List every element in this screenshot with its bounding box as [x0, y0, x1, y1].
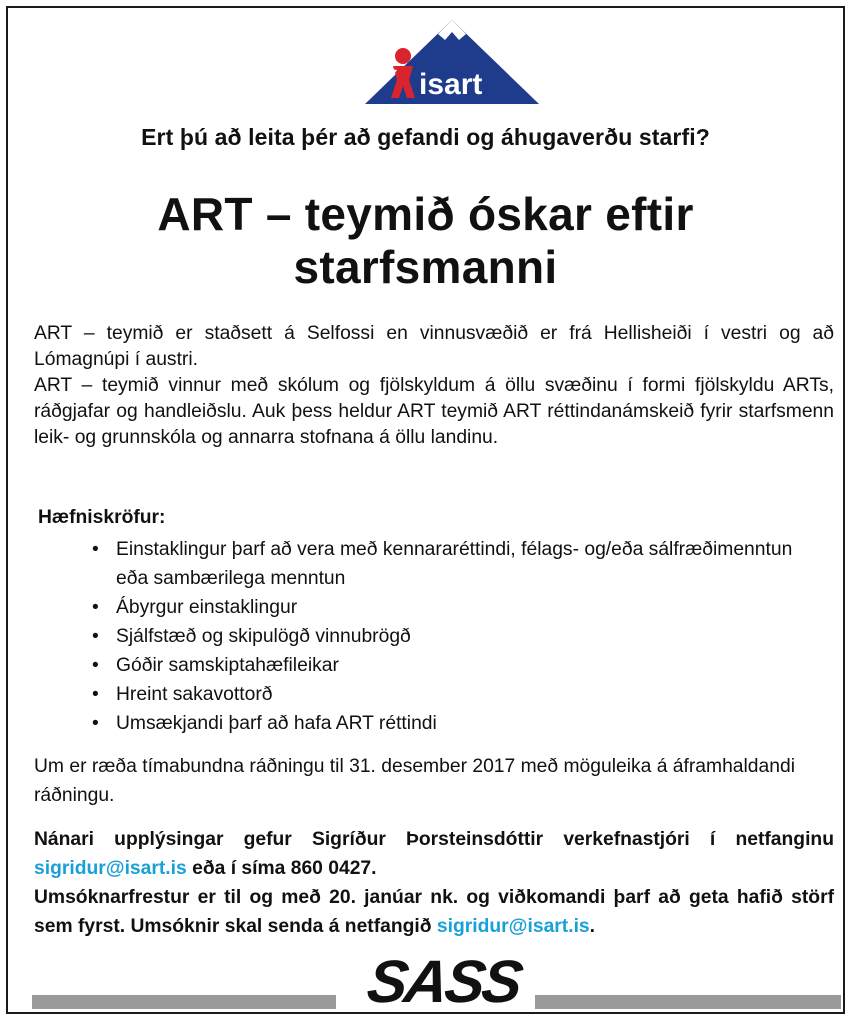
- ad-subtitle: Ert þú að leita þér að gefandi og áhugaverðu starfi?: [141, 124, 710, 150]
- footer-bar-right: [535, 995, 841, 1009]
- ad-headline: [8, 188, 843, 294]
- skills-item: • Sjálfstæð og skipulögð vinnubrögð: [92, 622, 812, 651]
- skills-heading: Hæfniskröfur:: [38, 507, 166, 528]
- intro-text: [34, 321, 834, 451]
- contact-text: [34, 825, 834, 941]
- skills-item: • Hreint sakavottorð: [92, 680, 812, 709]
- isart-logo-text: isart: [419, 68, 483, 101]
- skills-item: • Góðir samskiptahæfileikar: [92, 651, 812, 680]
- intro-paragraph-1: ART – teymið er staðsett á Selfossi en vinnusvæðið er frá Hellisheiði í vestri og að Lómagnúpi í austri.: [34, 323, 834, 370]
- employment-text: Um er ræða tímabundna ráðningu til 31. desember 2017 með möguleika á áframhaldandi ráðningu.: [34, 756, 795, 806]
- headline-line-2: starfsmanni: [293, 241, 558, 293]
- email-link[interactable]: sigridur@isart.is: [34, 858, 187, 879]
- ad-frame: [6, 6, 845, 1014]
- skills-item: • Einstaklingur þarf að vera með kennararéttindi, félags- og/eða sálfræðimenntun eða sambærilega menntun: [92, 535, 812, 593]
- skills-item: • Ábyrgur einstaklingur: [92, 593, 812, 622]
- contact-paragraph-1: Nánari upplýsingar gefur Sigríður Þorsteinsdóttir verkefnastjóri í netfanginu sigridur@isart.is eða í síma 860 0427.: [34, 829, 834, 879]
- email-link-2[interactable]: sigridur@isart.is: [436, 916, 590, 937]
- footer-bar-left: [32, 995, 336, 1009]
- skills-list: [92, 535, 812, 738]
- phone-number: 860 0427: [290, 858, 372, 879]
- contact-paragraph-2: Umsóknarfrestur er til og með 20. janúar nk. og viðkomandi þarf að geta hafið störf sem fyrst. Umsóknir skal senda á netfangið sigridur@isart.is.: [34, 887, 834, 937]
- skills-item: • Umsækjandi þarf að hafa ART réttindi: [92, 709, 812, 738]
- sass-logo-text: SASS: [363, 952, 525, 1012]
- sass-logo: [358, 952, 530, 1012]
- intro-paragraph-2: ART – teymið vinnur með skólum og fjölskyldum á öllu svæðinu í formi fjölskyldu ARTs, ráðgjafar og handleiðslu. Auk þess heldur ART teymið ART réttindanámskeið fyrir starfsmenn leik- og grunnskóla og annarra stofnana á öllu landinu.: [34, 375, 834, 448]
- isart-logo: [363, 18, 541, 108]
- headline-line-1: ART – teymið óskar eftir: [157, 188, 694, 240]
